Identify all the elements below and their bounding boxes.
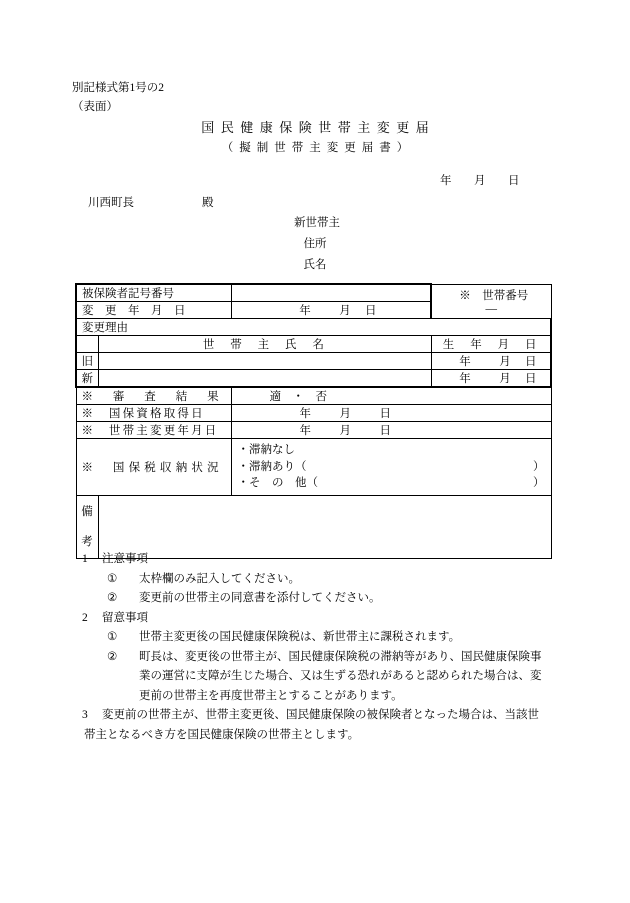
- old-row-label: 旧: [76, 353, 98, 370]
- tax-status-option-close: ）: [533, 477, 545, 489]
- old-name-input-cell[interactable]: [98, 353, 431, 370]
- change-date-month-label: 月: [339, 305, 351, 317]
- note-item-text: 変更前の世帯主の同意書を添付してください。: [139, 592, 381, 604]
- note-item-number: ①: [107, 631, 118, 643]
- date-month-label: 月: [474, 175, 486, 187]
- table-row: [76, 422, 551, 439]
- table-row: [76, 495, 551, 558]
- applicant-block: [0, 213, 630, 276]
- form-side-label: （表面）: [72, 101, 118, 113]
- change-date-label-cell: 変 更 年 月 日: [76, 302, 231, 319]
- notes-group-title: 注意事項: [102, 553, 148, 565]
- notes-group-number: 1: [82, 553, 88, 565]
- new-birth-year-label: 年: [459, 373, 471, 385]
- document-title: 国民健康保険世帯主変更届: [201, 120, 436, 135]
- note-item: [75, 570, 555, 590]
- table-row: [76, 387, 551, 405]
- tax-status-option-text: ・そ の 他（: [237, 477, 318, 489]
- household-number-cell[interactable]: [431, 284, 551, 319]
- head-change-date-year-label: 年: [299, 425, 311, 437]
- review-result-value-cell[interactable]: [231, 387, 551, 405]
- change-date-day-label: 日: [365, 305, 377, 317]
- applicant-name-label: 氏名: [303, 259, 327, 271]
- new-name-input-cell[interactable]: [98, 370, 431, 388]
- note-item-text: 変更前の世帯主が、世帯主変更後、国民健康保険の被保険者となった場合は、当該世: [102, 709, 539, 721]
- form-id-label: 別記様式第1号の2: [72, 82, 164, 94]
- old-birth-year-label: 年: [459, 356, 471, 368]
- table-row: [76, 284, 551, 302]
- qualification-date-year-label: 年: [299, 408, 311, 420]
- tax-status-options-cell[interactable]: [231, 439, 551, 496]
- household-number-label: ※ 世帯番号: [459, 290, 529, 303]
- addressee-name: 川西町長: [88, 197, 134, 209]
- remarks-label-char-2: 考: [81, 535, 93, 548]
- spacer-cell: [76, 336, 98, 353]
- head-change-date-value-cell[interactable]: [231, 422, 551, 439]
- applicant-role-label: 新世帯主: [294, 217, 340, 229]
- table-row: [76, 353, 551, 370]
- note-item: [75, 628, 555, 648]
- remarks-label-char-1: 備: [81, 505, 93, 518]
- new-birth-date-cell[interactable]: [431, 370, 551, 388]
- tax-status-label-cell: ※ 国保税収納状況: [76, 439, 231, 496]
- table-row: [76, 336, 551, 353]
- new-birth-day-label: 日: [525, 373, 537, 385]
- remarks-input-cell[interactable]: [98, 495, 551, 558]
- head-change-date-day-label: 日: [379, 425, 391, 437]
- change-reason-cell[interactable]: [76, 319, 551, 336]
- head-change-date-month-label: 月: [339, 425, 351, 437]
- table-row: [76, 370, 551, 388]
- change-reason-label: 変更理由: [82, 322, 128, 334]
- qualification-date-month-label: 月: [339, 408, 351, 420]
- note-item-text: 太枠欄のみ記入してください。: [139, 572, 300, 585]
- notes-section: [75, 550, 555, 745]
- old-birth-month-label: 月: [499, 356, 511, 368]
- notes-group-number: 3: [82, 709, 88, 721]
- note-item-text: 世帯主変更後の国民健康保険税は、新世帯主に課税されます。: [139, 631, 461, 643]
- household-number-value: ―: [485, 303, 497, 316]
- change-date-year-label: 年: [299, 305, 311, 317]
- tax-status-option-close: ）: [533, 460, 545, 473]
- note-item-continuation: 業の運営に支障が生じた場合、又は生ずる恐れがあると認められた場合は、変: [139, 670, 542, 682]
- note-item: [75, 589, 555, 609]
- notes-group-attention: [75, 550, 555, 609]
- note-item-number: ②: [107, 592, 118, 604]
- table-row: [76, 405, 551, 422]
- tax-status-option-text: ・滞納あり（: [237, 460, 307, 473]
- notes-group-remarks: [75, 609, 555, 707]
- tax-status-option[interactable]: [238, 475, 551, 492]
- table-row: [76, 439, 551, 496]
- note-item-text: 町長は、変更後の世帯主が、国民健康保険税の滞納等があり、国民健康保険事: [139, 650, 542, 663]
- tax-status-option[interactable]: [238, 442, 551, 459]
- review-result-label-cell: ※ 審 査 結 果: [76, 387, 231, 405]
- review-result-value: 適 ・ 否: [269, 391, 327, 403]
- note-item-continuation: 更前の世帯主を再度世帯主とすることがあります。: [139, 689, 403, 702]
- note-item: [75, 648, 555, 707]
- household-change-form-table: [75, 283, 552, 559]
- new-row-label: 新: [76, 370, 98, 388]
- notes-group-title: 留意事項: [102, 611, 148, 624]
- table-row: [76, 319, 551, 336]
- old-birth-date-cell[interactable]: [431, 353, 551, 370]
- head-name-header: 世 帯 主 氏 名: [98, 336, 431, 353]
- document-subtitle: （擬制世帯主変更届書）: [221, 142, 415, 154]
- tax-status-option-text: ・滞納なし: [237, 444, 295, 456]
- qualification-date-value-cell[interactable]: [231, 405, 551, 422]
- change-date-input-cell[interactable]: [231, 302, 431, 319]
- note-item: [75, 706, 555, 745]
- note-item-number: ②: [107, 650, 118, 663]
- applicant-address-label: 住所: [303, 238, 327, 250]
- notes-group-heading: [75, 609, 555, 629]
- tax-status-option-list: [232, 439, 551, 495]
- date-year-label: 年: [440, 175, 452, 187]
- birth-date-header: 生 年 月 日: [431, 336, 551, 353]
- head-change-date-label-cell: ※ 世帯主変更年月日: [76, 422, 231, 439]
- notes-group-number: 2: [82, 611, 88, 624]
- qualification-date-label-cell: ※ 国保資格取得日: [76, 405, 231, 422]
- note-item-number: ①: [107, 572, 118, 585]
- insured-number-input-cell[interactable]: [231, 284, 431, 302]
- notes-group-heading: [75, 550, 555, 570]
- old-birth-day-label: 日: [525, 356, 537, 368]
- remarks-label-cell: [76, 495, 98, 558]
- new-birth-month-label: 月: [499, 373, 511, 385]
- insured-number-label-cell: 被保険者記号番号: [76, 284, 231, 302]
- note-item-continuation: 帯主となるべき方を国民健康保険の世帯主とします。: [84, 728, 360, 741]
- notes-group-reversion: [75, 706, 555, 745]
- addressee-honorific: 殿: [202, 197, 214, 209]
- submission-date-line: [440, 172, 520, 188]
- date-day-label: 日: [508, 175, 520, 187]
- tax-status-option[interactable]: [238, 459, 551, 476]
- qualification-date-day-label: 日: [379, 408, 391, 420]
